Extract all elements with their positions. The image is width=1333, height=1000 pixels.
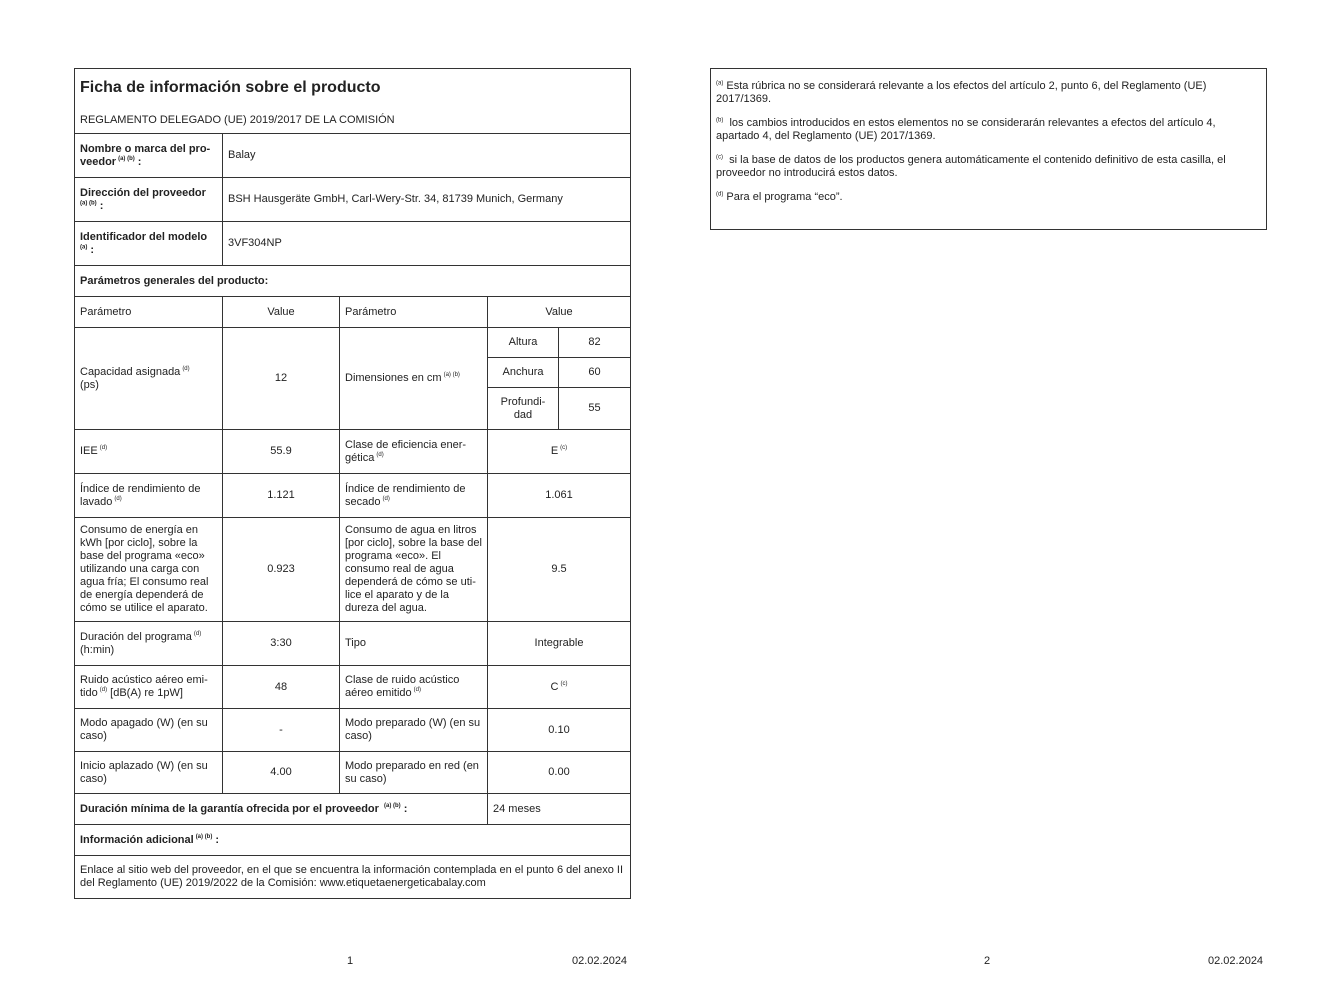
depth-label: Profundi-dad [488, 388, 559, 430]
energy-label: Consumo de energía en kWh [por ciclo], sobre la base del programa «eco» utilizando una carga con agua fría; El consumo real de energía dependerá de cómo se utilice el aparato. [75, 518, 223, 622]
efficiency-value-cell [488, 430, 631, 474]
efficiency-label-cell [340, 430, 488, 474]
noise-class-value-cell [488, 666, 631, 709]
page-number-2: 2 [984, 955, 991, 967]
page-date-2: 02.02.2024 [1208, 955, 1264, 967]
footnote-a [716, 80, 1261, 106]
footnote-d-text: Para el programa “eco”. [726, 190, 843, 203]
efficiency-value-note: (c) [560, 445, 568, 452]
iee-label-cell [75, 430, 223, 474]
duration-unit: (h:min) [80, 643, 115, 656]
depth-value: 55 [559, 388, 631, 430]
product-information-sheet [74, 68, 631, 899]
col-value-1: Value [223, 297, 340, 328]
noise-value: 48 [223, 666, 340, 709]
address-value: BSH Hausgeräte GmbH, Carl-Wery-Str. 34, 81739 Munich, Germany [223, 178, 631, 222]
duration-note: (d) [193, 630, 202, 637]
footnote-b-mark: (b) [716, 117, 724, 124]
footnote-c-text: si la base de datos de los productos genera automáticamente el contenido definitivo de esta casilla, el proveedor no introducirá estos datos. [716, 153, 1226, 179]
sheet-title: Ficha de información sobre el producto [80, 79, 381, 96]
footnote-a-text: Esta rúbrica no se considerará relevante a los efectos del artículo 2, punto 6, del Reglamento (UE) 2017/1369. [716, 80, 1207, 105]
model-value: 3VF304NP [223, 222, 631, 266]
width-value: 60 [559, 358, 631, 388]
title-cell [75, 69, 631, 134]
network-label: Modo preparado en red (en su caso) [340, 752, 488, 794]
noise-label-a: Ruido acústico aéreo emi-tido [80, 674, 208, 699]
delay-value: 4.00 [223, 752, 340, 794]
supplier-label-cell: Nombre o marca del pro-veedor $^{(a) (b)}$ : [75, 134, 223, 178]
footnote-c-mark: (c) [716, 154, 723, 161]
model-label-cell: Identificador del modelo $^{(a)}$ : [75, 222, 223, 266]
duration-value: 3:30 [223, 622, 340, 666]
dimensions-label: Dimensiones en cm [345, 372, 442, 385]
height-value: 82 [559, 328, 631, 358]
dimensions-note: (a) (b) [443, 372, 460, 379]
footnote-d [716, 191, 1261, 204]
capacity-label: Capacidad asignada [80, 365, 181, 378]
delay-label: Inicio aplazado (W) (en su caso) [75, 752, 223, 794]
standby-value: 0.10 [488, 709, 631, 752]
duration-label: Duración del programa [80, 630, 192, 643]
type-value: Integrable [488, 622, 631, 666]
capacity-note: (d) [182, 365, 190, 372]
dry-label: Índice de rendimiento de secado [345, 482, 466, 508]
noise-class-label: Clase de ruido acústico aéreo emitido [345, 674, 460, 699]
dry-note: (d) [382, 495, 390, 502]
address-label: Dirección del proveedor [80, 186, 206, 199]
noise-class-note: (d) [413, 687, 421, 694]
energy-value: 0.923 [223, 518, 340, 622]
model-label: Identificador del modelo [80, 230, 208, 243]
supplier-note: (a) (b) [118, 155, 135, 162]
type-label: Tipo [340, 622, 488, 666]
iee-note: (d) [99, 445, 108, 452]
additional-label: Información adicional [80, 833, 194, 846]
col-param-2: Parámetro [340, 297, 488, 328]
capacity-unit: (ps) [80, 378, 99, 391]
network-value: 0.00 [488, 752, 631, 794]
additional-note: (a) (b) [195, 833, 213, 840]
address-note: (a) (b) [80, 199, 97, 206]
width-label: Anchura [488, 358, 559, 388]
warranty-label: Duración mínima de la garantía ofrecida por el proveedor [80, 802, 379, 815]
iee-value: 55.9 [223, 430, 340, 474]
noise-class-label-cell [340, 666, 488, 709]
address-label-cell: Dirección del proveedor $^{(a) (b)}$ : [75, 178, 223, 222]
footnote-c [716, 154, 1261, 180]
warranty-label-cell: Duración mínima de la garantía ofrecida por el proveedor $^{(a) (b)}$ : [75, 794, 488, 825]
footnote-b-text: los cambios introducidos en estos elementos no se considerarán relevantes a efectos del artículo 4, apartado 4, del Reglamento (UE) 2017/1369. [716, 116, 1216, 142]
dimensions-label-cell [340, 328, 488, 430]
warranty-value: 24 meses [488, 794, 631, 825]
noise-class-value-note: (c) [560, 680, 568, 687]
general-params-heading: Parámetros generales del producto: [75, 266, 631, 297]
page-date-1: 02.02.2024 [572, 955, 628, 967]
footnote-d-mark: (d) [716, 191, 724, 198]
off-label: Modo apagado (W) (en su caso) [75, 709, 223, 752]
wash-label: Índice de rendimiento de lavado [80, 482, 201, 508]
dry-label-cell [340, 474, 488, 518]
warranty-note: (a) (b) [383, 802, 401, 809]
noise-label-b: [dB(A) re 1pW] [110, 687, 183, 699]
capacity-value: 12 [223, 328, 340, 430]
col-value-2: Value [488, 297, 631, 328]
iee-label: IEE [80, 445, 98, 458]
supplier-value: Balay [223, 134, 631, 178]
noise-note: (d) [99, 687, 108, 694]
regulation-title: REGLAMENTO DELEGADO (UE) 2019/2017 DE LA COMISIÓN [80, 113, 395, 126]
efficiency-value: E [550, 445, 559, 458]
wash-value: 1.121 [223, 474, 340, 518]
wash-label-cell [75, 474, 223, 518]
footnote-b [716, 117, 1261, 143]
col-param-1: Parámetro [75, 297, 223, 328]
model-note: (a) [80, 243, 88, 250]
off-value: - [223, 709, 340, 752]
capacity-label-cell [75, 328, 223, 430]
water-value: 9.5 [488, 518, 631, 622]
additional-label-cell: Información adicional $^{(a) (b)}$ : [75, 825, 631, 856]
footnote-a-mark: (a) [716, 80, 724, 87]
additional-text: Enlace al sitio web del proveedor, en el que se encuentra la información contemplada en el punto 6 del anexo II del Reglamento (UE) 2019/2022 de la Comisión: www.etiquetaenergeticabalay.com [75, 856, 631, 899]
efficiency-note: (d) [376, 451, 384, 458]
standby-label: Modo preparado (W) (en su caso) [340, 709, 488, 752]
page-number-1: 1 [347, 955, 354, 967]
dry-value: 1.061 [488, 474, 631, 518]
footnotes-box [710, 68, 1267, 230]
noise-label-cell [75, 666, 223, 709]
noise-class-value: C [550, 680, 559, 693]
wash-note: (d) [114, 495, 122, 502]
height-label: Altura [488, 328, 559, 358]
efficiency-label: Clase de eficiencia ener-gética [345, 438, 467, 464]
duration-label-cell [75, 622, 223, 666]
supplier-label: Nombre o marca del pro-veedor [80, 142, 211, 168]
water-label: Consumo de agua en litros [por ciclo], sobre la base del programa «eco». El consumo real de agua dependerá de cómo se uti-lice el aparato y de la dureza del agua. [340, 518, 488, 622]
